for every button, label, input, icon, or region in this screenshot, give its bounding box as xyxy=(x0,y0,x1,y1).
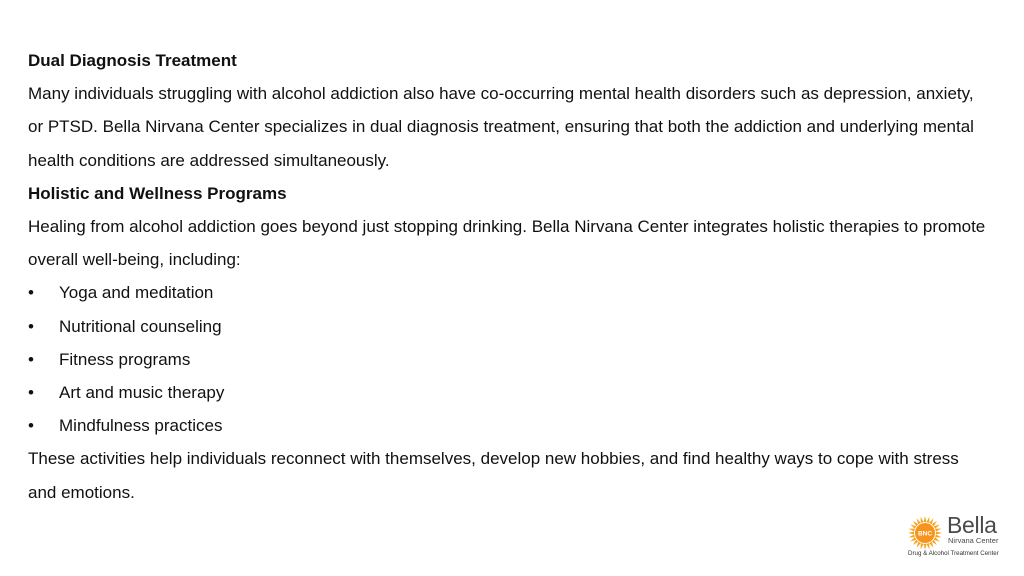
sun-ray xyxy=(917,542,921,548)
bullet-icon: • xyxy=(28,383,34,403)
sun-ray xyxy=(936,532,942,535)
holistic-bullet-list xyxy=(28,276,988,442)
bella-nirvana-logo xyxy=(906,513,1016,563)
section-heading-dual-diagnosis: Dual Diagnosis Treatment xyxy=(28,51,237,70)
sun-ray xyxy=(909,534,915,537)
list-item-text: Fitness programs xyxy=(59,349,191,369)
list-item xyxy=(28,343,988,376)
sun-ray xyxy=(935,529,941,532)
sun-ray xyxy=(929,542,933,548)
sun-ray xyxy=(926,517,929,523)
bullet-icon: • xyxy=(28,416,34,436)
logo-subname: Nirvana Center xyxy=(948,536,999,545)
sun-ray xyxy=(910,525,916,529)
sun-ray xyxy=(929,518,933,524)
list-item-text: Art and music therapy xyxy=(59,383,225,403)
sun-ray xyxy=(913,521,918,526)
sun-ray xyxy=(910,537,916,541)
sun-ray xyxy=(932,521,937,526)
document-body xyxy=(28,44,988,509)
sun-ray xyxy=(924,516,927,522)
sun-ray xyxy=(934,537,940,541)
bullet-icon: • xyxy=(28,283,34,303)
list-item-text: Mindfulness practices xyxy=(59,416,223,436)
sun-ray xyxy=(909,529,915,532)
bullet-icon: • xyxy=(28,349,34,369)
holistic-paragraph: Healing from alcohol addiction goes beyond just stopping drinking. Bella Nirvana Center integrates holistic therapies to promote overall well-being, including: xyxy=(28,217,986,270)
sun-ray xyxy=(934,525,940,529)
holistic-closing-paragraph: These activities help individuals reconnect with themselves, develop new hobbies, and find healthy ways to cope with stress and emotions. xyxy=(28,449,959,502)
logo-name: Bella xyxy=(947,512,997,538)
sun-ray xyxy=(917,518,921,524)
sun-ray xyxy=(913,540,918,545)
logo-badge-text: BNC xyxy=(917,530,933,538)
sun-logo-icon xyxy=(906,515,944,551)
logo-tagline: Drug & Alcohol Treatment Center xyxy=(908,550,999,557)
list-item xyxy=(28,276,988,309)
list-item xyxy=(28,310,988,343)
sun-ray xyxy=(926,543,929,549)
bullet-icon: • xyxy=(28,316,34,336)
list-item-text: Yoga and meditation xyxy=(59,283,214,303)
list-item xyxy=(28,409,988,442)
sun-ray xyxy=(932,540,937,545)
list-item xyxy=(28,376,988,409)
section-heading-holistic: Holistic and Wellness Programs xyxy=(28,183,287,203)
sun-ray xyxy=(935,534,941,537)
dual-diagnosis-paragraph: Many individuals struggling with alcohol addiction also have co-occurring mental health disorders such as depression, anxiety, or PTSD. Bella Nirvana Center specializes in dual diagnosis treatment, ensuring that both the addiction and underlying mental health conditions are addressed simultaneously. xyxy=(28,84,974,170)
sun-ray xyxy=(908,532,914,535)
list-item-text: Nutritional counseling xyxy=(59,316,222,336)
sun-ray xyxy=(921,517,924,523)
sun-ray xyxy=(921,543,924,549)
